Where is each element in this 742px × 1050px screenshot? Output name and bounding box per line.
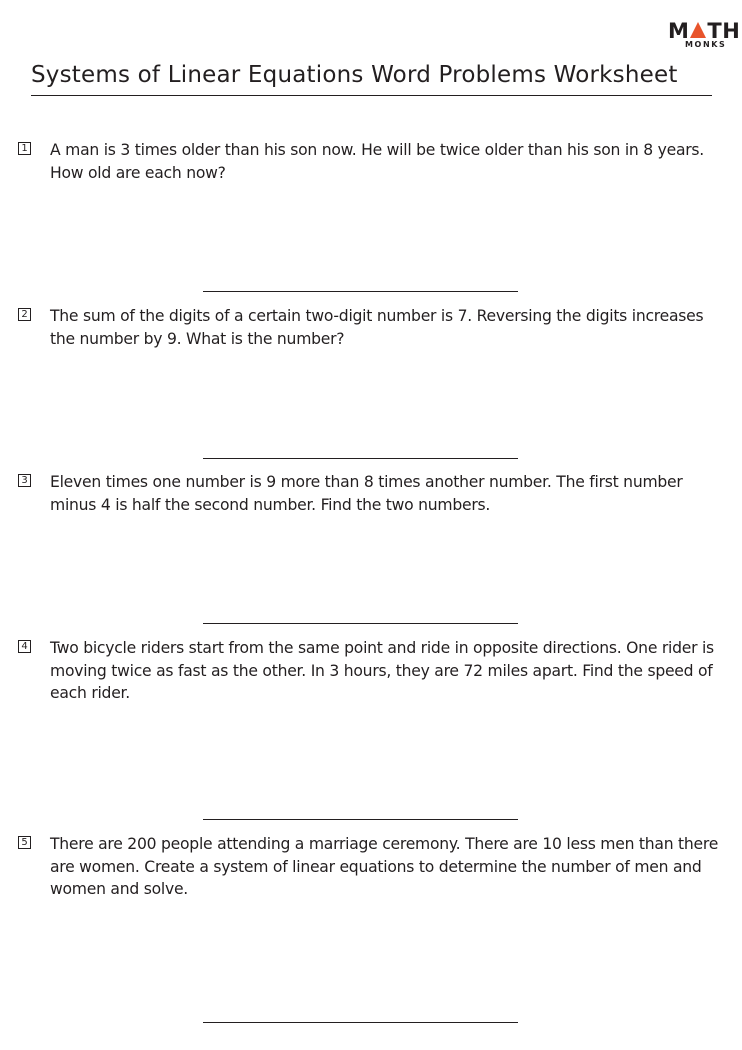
question-text: Eleven times one number is 9 more than 8 times another number. The first number minus 4 is half the second number. Find the two numbers.: [50, 473, 683, 514]
logo-triangle-icon: [690, 22, 706, 38]
question-number-box: 1: [18, 142, 31, 155]
math-monks-logo: [668, 19, 741, 52]
logo-subtitle: MONKS: [685, 40, 727, 49]
answer-line-2[interactable]: [203, 458, 518, 459]
question-number-box: 3: [18, 474, 31, 487]
question-number-box: 5: [18, 836, 31, 849]
question-text: A man is 3 times older than his son now. He will be twice older than his son in 8 years. How old are each now?: [50, 141, 705, 182]
question-text: There are 200 people attending a marriage ceremony. There are 10 less men than there are women. Create a system of linear equations to determine the number of men and women and solve.: [50, 835, 719, 898]
question-text: The sum of the digits of a certain two-digit number is 7. Reversing the digits increases the number by 9. What is the number?: [50, 307, 704, 348]
title-underline: [31, 95, 712, 96]
logo-wordmark: M TH: [668, 19, 741, 43]
answer-line-1[interactable]: [203, 291, 518, 292]
question-number-box: 2: [18, 308, 31, 321]
worksheet-title: Systems of Linear Equations Word Problems Worksheet: [31, 62, 678, 88]
answer-line-3[interactable]: [203, 623, 518, 624]
question-number-box: 4: [18, 640, 31, 653]
question-text: Two bicycle riders start from the same point and ride in opposite directions. One rider is moving twice as fast as the other. In 3 hours, they are 72 miles apart. Find the speed of each rider.: [50, 639, 714, 702]
answer-line-5[interactable]: [203, 1022, 518, 1023]
answer-line-4[interactable]: [203, 819, 518, 820]
